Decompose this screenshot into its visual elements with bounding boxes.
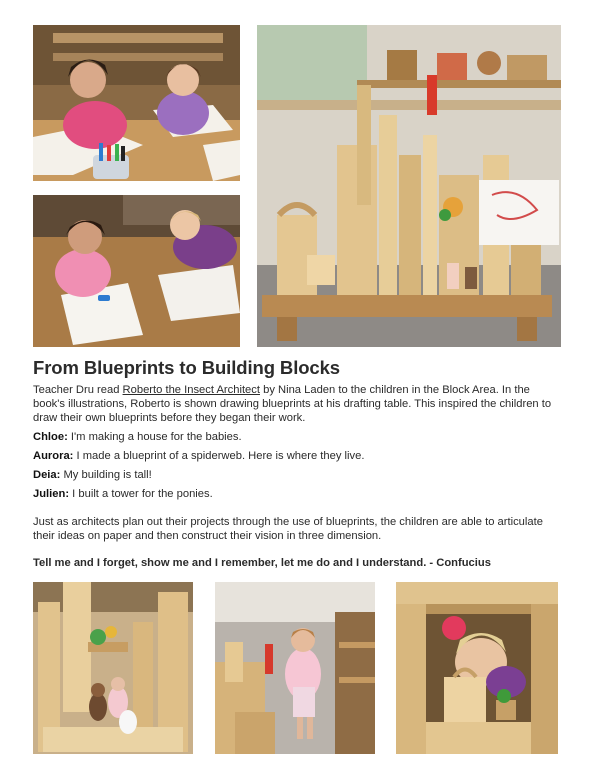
intro-paragraph — [33, 383, 563, 426]
quote-text: I'm making a house for the babies. — [67, 431, 242, 443]
photo-girls-drawing-floor — [33, 195, 240, 347]
photo-block-tower-structure — [257, 25, 561, 347]
intro-text-before: Teacher Dru read — [33, 384, 123, 396]
page-title: From Blueprints to Building Blocks — [33, 357, 340, 378]
intro-text-after: by Nina Laden to the children in the Block Area. In the book's illustrations, Roberto is shown drawing blueprints at his drafting table. This inspired the children to draw their own blueprints before they began their work. — [33, 384, 552, 425]
quote-text: My building is tall! — [60, 469, 152, 481]
book-title-link[interactable]: Roberto the Insect Architect — [122, 384, 260, 396]
quote-julien — [33, 488, 213, 500]
closing-paragraph: Just as architects plan out their projects through the use of blueprints, the children are able to articulate their ideas on paper and then construct their vision in three dimension. — [33, 516, 543, 543]
photo-girl-flower-window — [396, 582, 558, 754]
speaker-name: Julien: — [33, 488, 70, 500]
quote-aurora — [33, 450, 364, 462]
photo-girls-drawing-table — [33, 25, 240, 181]
quote-text: I made a blueprint of a spiderweb. Here is where they live. — [73, 450, 365, 462]
quote-text: I built a tower for the ponies. — [69, 488, 213, 500]
quote-chloe — [33, 431, 242, 443]
speaker-name: Chloe: — [33, 431, 68, 443]
confucius-quote: Tell me and I forget, show me and I remember, let me do and I understand. - Confucius — [33, 557, 491, 569]
speaker-name: Aurora: — [33, 450, 74, 462]
photo-block-house-dolls — [33, 582, 193, 754]
speaker-name: Deia: — [33, 469, 61, 481]
photo-girl-pink-dress — [215, 582, 375, 754]
quote-deia — [33, 469, 152, 481]
